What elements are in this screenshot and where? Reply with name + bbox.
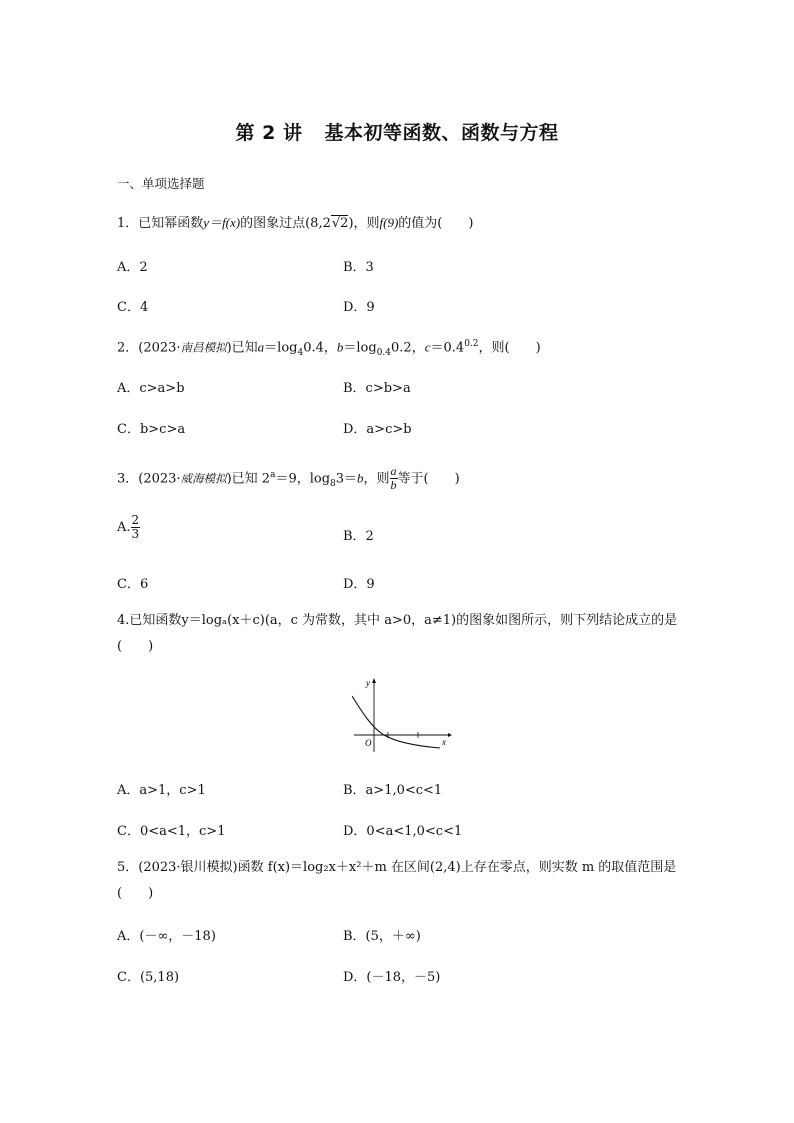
q1-option-a: A．2 [117,260,148,275]
q5-option-a: A．(－∞，－18) [117,929,216,944]
sqrt-expression: √2 [331,216,349,231]
q2-option-b: B．c>b>a [343,381,411,396]
q1-option-c: C．4 [117,300,149,315]
section-heading: 一、单项选择题 [117,176,205,191]
q1-option-d: D．9 [343,300,375,315]
question-number: 2． [117,340,139,356]
q4-option-d: D．0<a<1,0<c<1 [343,824,463,839]
q5-option-b: B．(5，＋∞) [343,929,421,944]
question-text: ＝9，log [275,471,331,487]
question-text: ＝log [264,340,298,356]
fraction-denominator: b [390,478,397,493]
question-text: 已知幂函数 [138,216,204,231]
question-text: 的值为( ) [398,216,474,231]
question-text: ＝log [343,340,377,356]
q4-option-b: B．a>1,0<c<1 [343,783,443,798]
x-axis-label: x [442,737,446,747]
q3-option-c: C．6 [117,577,149,592]
variable: c [424,339,431,355]
q2-option-a: A．c>a>b [117,381,185,396]
question-text: 0.4， [303,340,337,356]
question-text: ，则 [363,471,390,487]
question-number: 1． [117,216,139,231]
q5-option-c: C．(5,18) [117,970,180,985]
question-text: 3＝ [335,471,358,487]
origin-label: O [365,738,372,748]
x-axis-arrow-icon [448,733,452,737]
variable: b [336,339,344,355]
question-text: 0.2， [391,340,425,356]
y-axis-arrow-icon [372,678,376,683]
fraction [390,465,398,492]
question-3 [117,462,460,497]
fraction-numerator: 2 [131,513,140,527]
question-text: )已知 2 [226,471,271,487]
q3-option-a [117,514,140,541]
question-1 [117,210,473,237]
question-text: 等于( ) [397,471,460,487]
question-text: )，则 [348,216,380,231]
question-text: 的图象过点(8,2 [240,216,331,231]
math-expression: y＝f(x) [203,215,241,230]
q4-option-a: A．a>1，c>1 [117,783,206,798]
question-text: ＝0.4 [430,340,465,356]
superscript: 0.2 [464,339,479,349]
title-lecture-number: 第 2 讲 [235,122,303,144]
question-text: (2023· [138,340,181,356]
q4-option-c: C．0<a<1，c>1 [117,824,226,839]
question-text: (2023· [138,471,181,487]
fraction-denominator: 3 [131,527,140,541]
question-4: 4.已知函数y＝logₐ(x＋c)(a，c 为常数，其中 a>0，a≠1)的图象如图所示，则下列结论成立的是( ) [117,613,678,654]
fraction-numerator: a [390,464,397,479]
subscript: 4 [297,347,304,358]
q5-option-d: D．(－18，－5) [343,970,441,985]
math-expression: f(9) [379,215,399,230]
source-label: 威海模拟 [180,471,227,486]
sqrt-radicand: 2 [340,216,349,231]
question-2 [117,331,541,366]
y-axis-label: y [366,678,370,688]
function-graph [352,672,452,754]
variable: a [257,339,265,355]
q3-option-d: D．9 [343,577,375,592]
question-number: 3． [117,471,139,487]
subscript: 0.4 [376,347,392,358]
q3-option-b: B．2 [343,529,374,544]
variable: b [357,470,364,486]
q2-option-d: D．a>c>b [343,422,412,437]
superscript: a [270,470,276,480]
option-label: A. [117,520,131,535]
source-label: 南昌模拟 [180,340,227,355]
question-text: ，则( ) [478,340,541,356]
page-title [0,118,794,145]
question-5: 5．(2023·银川模拟)函数 f(x)＝log₂x＋x²＋m 在区间(2,4)上存在零点，则实数 m 的取值范围是( ) [117,860,677,901]
title-topic: 基本初等函数、函数与方程 [324,122,559,144]
q2-option-c: C．b>c>a [117,422,186,437]
question-text: )已知 [226,340,258,356]
q1-option-b: B．3 [343,260,374,275]
subscript: 8 [330,478,336,489]
fraction [131,514,141,541]
